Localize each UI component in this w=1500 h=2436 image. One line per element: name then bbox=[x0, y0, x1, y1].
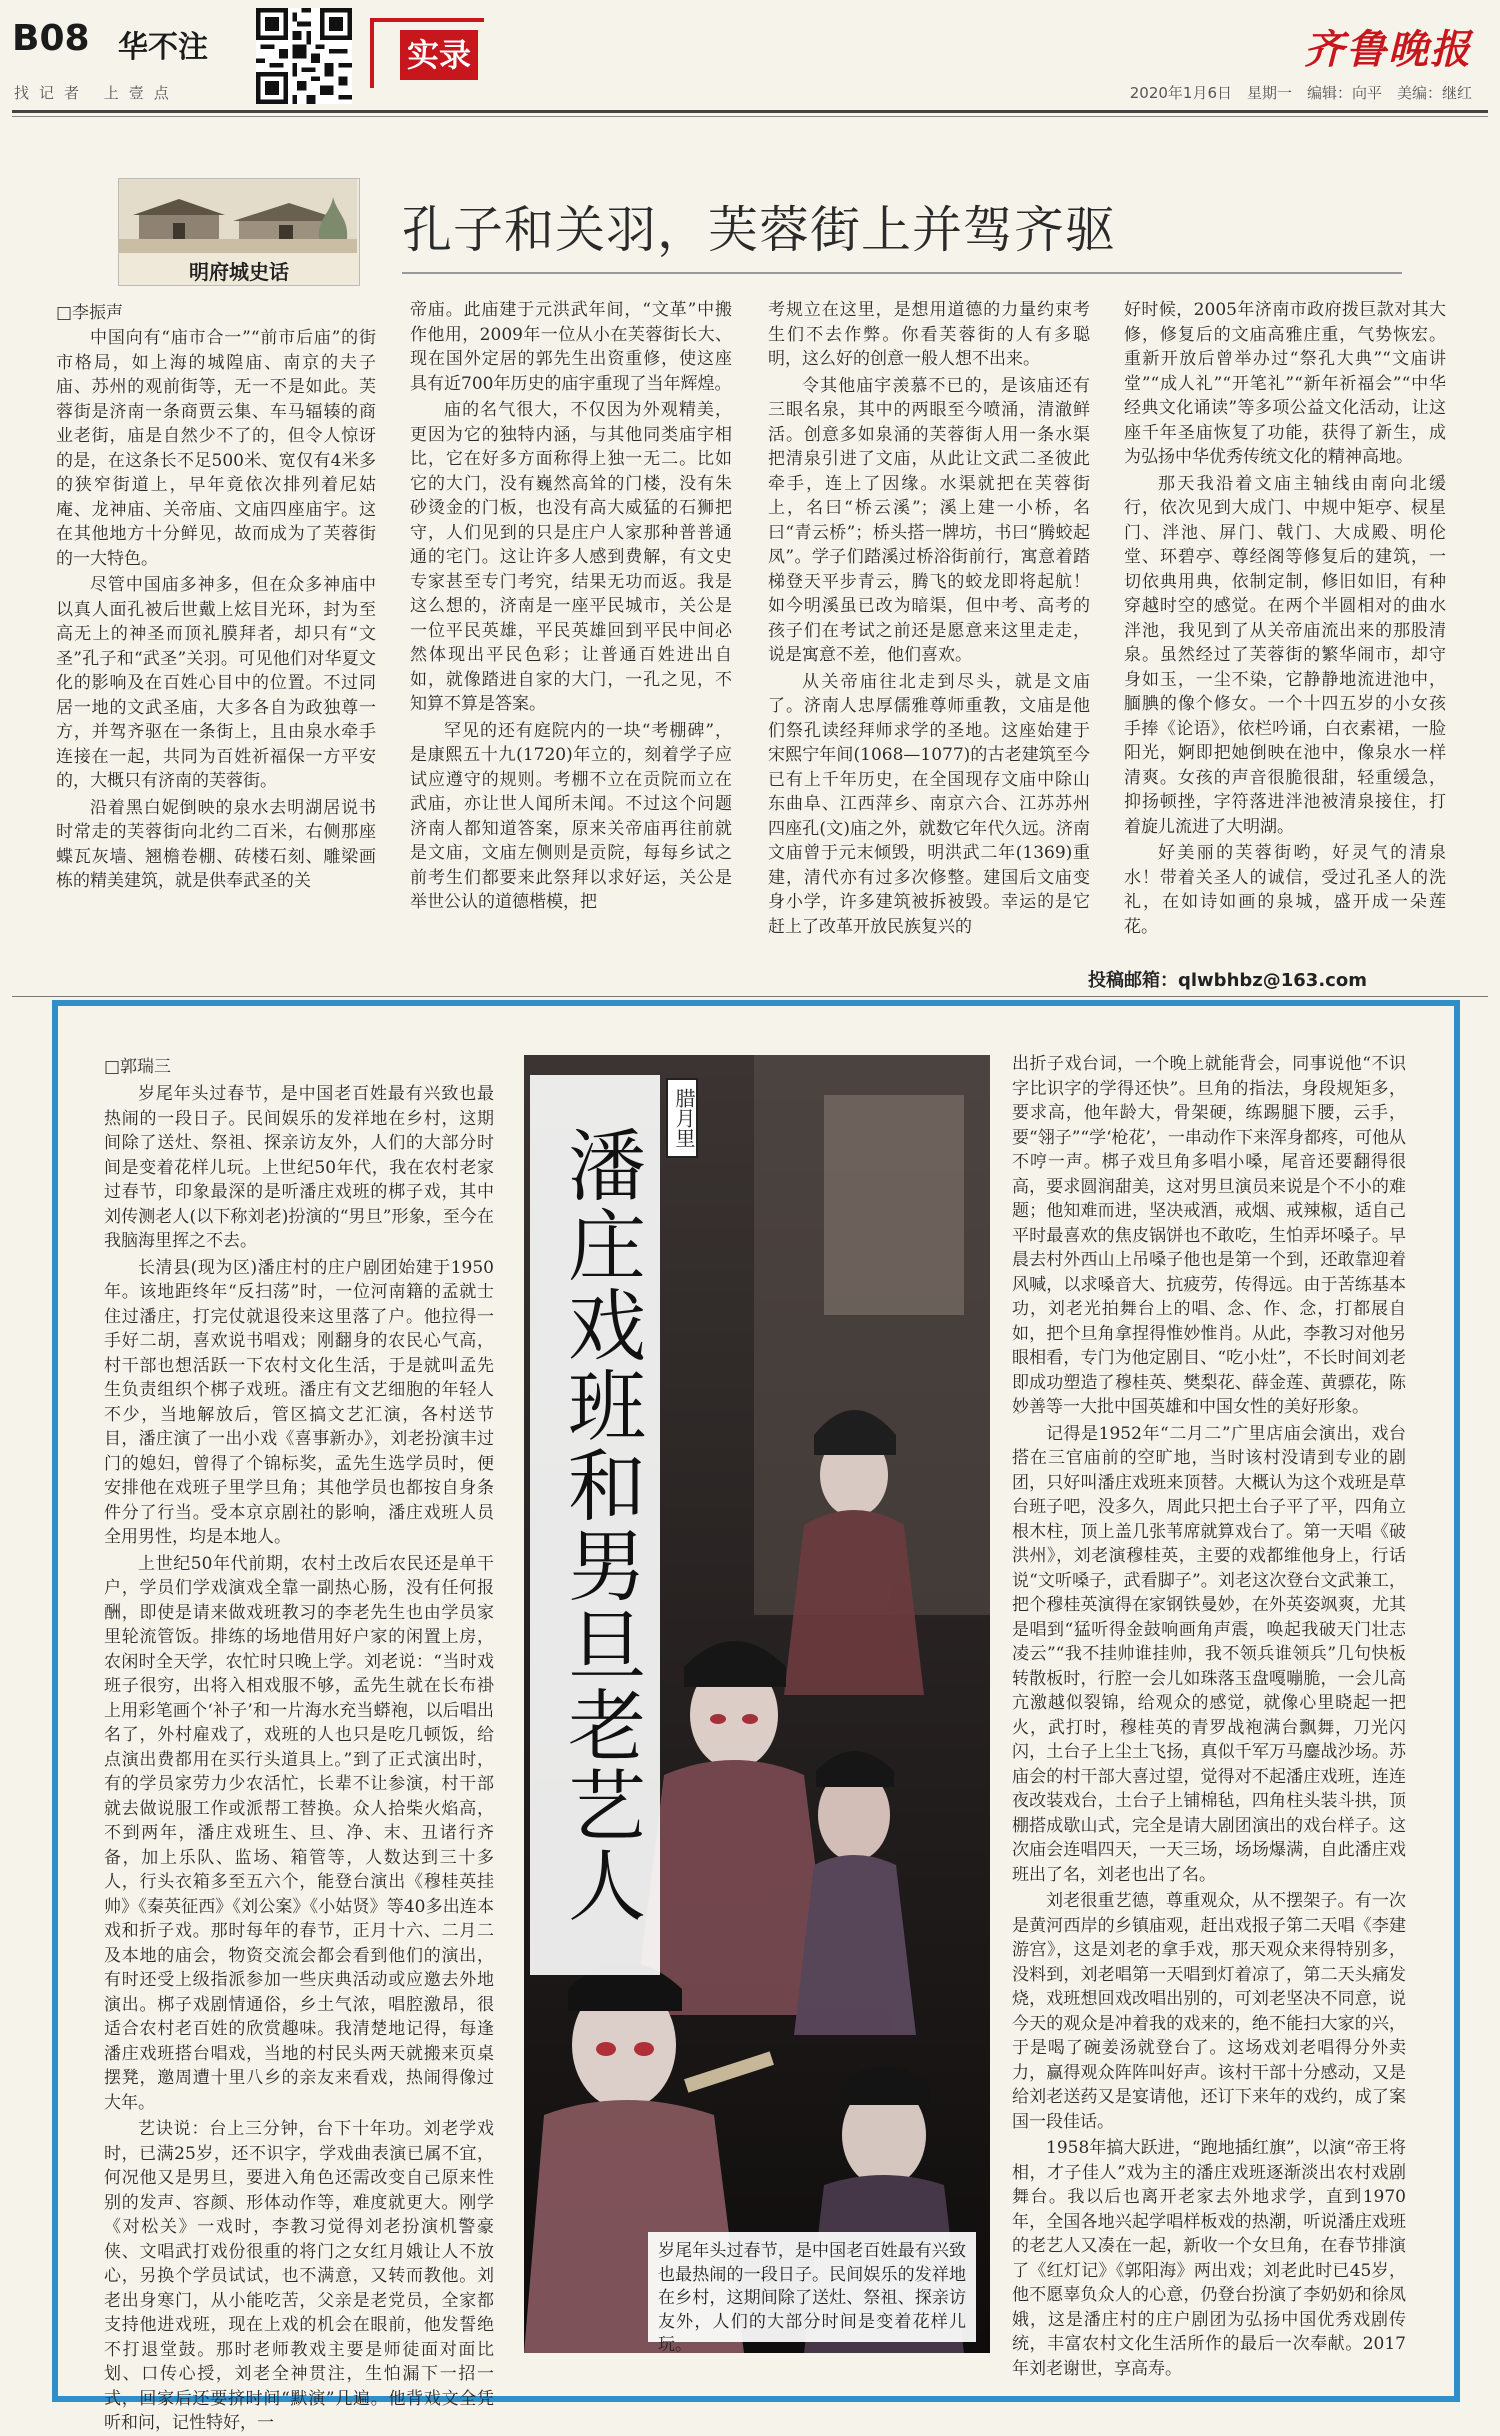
paragraph: 中国向有“庙市合一”“前市后庙”的街市格局，如上海的城隍庙、南京的夫子庙、苏州的观前街等，无一不是如此。芙蓉街是济南一条商贾云集、车马辐辏的商业老街，庙是自然少不了的，但令人惊讶的是，在这条长不足500米、宽仅有4米多的狭窄街道上，早年竟依次排列着尼姑庵、龙神庙、关帝庙、文庙四座庙宇。这在其他地方十分鲜见，故而成为了芙蓉街的一大特色。 bbox=[56, 328, 376, 569]
paragraph: 从关帝庙往北走到尽头，就是文庙了。济南人忠厚儒雅尊师重教，文庙是他们祭孔读经拜师求学的圣地。这座始建于宋熙宁年间(1068—1077)的古老建筑至今已有上千年历史，在全国现存文庙中除山东曲阜、江西萍乡、南京六合、江苏苏州四座孔(文)庙之外，就数它年代久远。济南文庙曾于元末倾毁，明洪武二年(1369)重建，清代亦有过多次修整。建国后文庙变身小学，许多建筑被拆被毁。幸运的是它赶上了改革开放民族复兴的 bbox=[768, 671, 1090, 937]
paragraph: 帝庙。此庙建于元洪武年间，“文革”中搬作他用，2009年一位从小在芙蓉街长大、现在国外定居的郭先生出资重修，使这座具有近700年历史的庙宇重现了当年辉煌。 bbox=[410, 300, 732, 394]
paragraph: 沿着黑白妮倒映的泉水去明湖居说书时常走的芙蓉街向北约二百米，右侧那座蝶瓦灰墙、翘檐卷棚、砖楼石刻、雕梁画栋的精美建筑，就是供奉武圣的关 bbox=[56, 797, 376, 891]
article1-author: □李振声 bbox=[56, 303, 124, 323]
masthead-rule bbox=[12, 110, 1488, 113]
section-name: 华不注 bbox=[118, 30, 208, 65]
article2-author: □郭瑞三 bbox=[104, 1057, 172, 1077]
article1-column-4 bbox=[1124, 298, 1446, 938]
paragraph: 刘老很重艺德，尊重观众，从不摆架子。有一次是黄河西岸的乡镇庙观，赶出戏报子第二天唱《李建游宫》，这是刘老的拿手戏，那天观众来得特别多，没料到，刘老唱第一天唱到灯着凉了，第二天头痛发烧，戏班想回戏改唱出别的，可刘老坚决不同意，说今天的观众是冲着我的戏来的，绝不能扫大家的兴，于是喝了碗姜汤就登台了。这场戏刘老唱得分外卖力，赢得观众阵阵叫好声。该村干部十分感动，又是给刘老送药又是宴请他，还订下来年的戏约，成了案国一段佳话。 bbox=[1012, 1891, 1406, 2132]
paragraph: 出折子戏台词，一个晚上就能背会，同事说他“不识字比识字的学得还快”。旦角的指法，身段规矩多，要求高，他年龄大，骨架硬，练踢腿下腰，云手，要“翎子”“学‘枪花’，一串动作下来浑身都疼，可他从不哼一声。梆子戏旦角多唱小嗓，尾音还要翻得很高，要求圆润甜美，这对男旦演员来说是个不小的难题；他知难而进，坚决戒酒，戒烟、戒辣椒，适自己平时最喜欢的焦皮锅饼也不敢吃，生怕弄坏嗓子。早晨去村外西山上吊嗓子他也是第一个到，还敢靠迎着风喊，以求嗓音大、抗疲劳，传得远。由于苦练基本功，刘老光拍舞台上的唱、念、作、念，打都展自如，把个旦角拿捏得惟妙惟肖。从此，李教习对他另眼相看，专门为他定剧目、“吃小灶”，不长时间刘老即成功塑造了穆桂英、樊梨花、薛金莲、黄骠花，陈妙善等一大批中国英雄和中国女性的美好形象。 bbox=[1012, 1054, 1406, 1417]
article2-column-1 bbox=[104, 1082, 494, 2433]
paragraph: 上世纪50年代前期，农村土改后农民还是单干户，学员们学戏演戏全靠一副热心肠，没有任何报酬，即使是请来做戏班教习的李老先生也由学员家里轮流管饭。排练的场地借用好户家的闲置上房，农闲时全天学，农忙时只晚上学。刘老说：“当时戏班子很穷，出将入相戏服不够，孟先生就在长布褂上用彩笔画个‘补子’和一片海水充当蟒袍，以后唱出名了，外村雇戏了，戏班的人也只是吃几顿饭，给点演出费都用在买行头道具上。”到了正式演出时，有的学员家劳力少农活忙，长辈不让参演，村干部就去做说服工作或派帮工替换。众人拾柴火焰高，不到两年，潘庄戏班生、旦、净、末、丑诸行齐备，加上乐队、监场、箱管等，人数达到三十多人，行头衣箱多至五六个，能登台演出《穆桂英挂帅》《秦英征西》《刘公案》《小姑贤》等40多出连本戏和折子戏。那时每年的春节，正月十六、二月二及本地的庙会，物资交流会都会看到他们的演出，有时还受上级指派参加一些庆典活动或应邀去外地演出。梆子戏剧情通俗，乡土气浓，唱腔激昂，很适合农村老百姓的欣赏趣味。我清楚地记得，每逢潘庄戏班搭台唱戏，当地的村民头两天就搬来页桌摆凳，邀周遭十里八乡的亲友来看戏，热闹得像过大年。 bbox=[104, 1553, 494, 2113]
paragraph: 罕见的还有庭院内的一块“考棚碑”，是康熙五十九(1720)年立的，刻着学子应试应遵守的规则。考棚不立在贡院而立在武庙，亦让世人闻所未闻。不过这个问题济南人都知道答案，原来关帝庙再往前就是文庙，文庙左侧则是贡院，每每乡试之前考生们都要来此祭拜以求好运，关公是举世公认的道德楷模，把 bbox=[410, 720, 732, 912]
paragraph: 艺诀说：台上三分钟，台下十年功。刘老学戏时，已满25岁，还不识字，学戏曲表演已属不宜，何况他又是男旦，要进入角色还需改变自己原来性别的发声、容颜、形体动作等，难度就更大。刚学《对松关》一戏时，李教习觉得刘老扮演机警豪侠、文唱武打戏份很重的将门之女红月娥让人不放心，另换个学员试试，也不满意，又转而教他。刘老出身寒门，从小能吃苦，父亲是老党员，全家都支持他进戏班，现在上戏的机会在眼前，他发誓绝不打退堂鼓。那时老师教戏主要是师徒面对面比划、口传心授，刘老全神贯注，生怕漏下一招一式，回家后还要挤时间“默演”几遍。他背戏文全凭听和问，记性特好，一 bbox=[104, 2119, 494, 2433]
paragraph: 记得是1952年“二月二”广里店庙会演出，戏台搭在三官庙前的空旷地，当时该村没请到专业的剧团，只好叫潘庄戏班来顶替。大概认为这个戏班是草台班子吧，没多久，周此只把土台子平了平，四角立根木柱，顶上盖几张苇席就算戏台了。第一天唱《破洪州》，刘老演穆桂英，主要的戏都维他身上，行话说“文听嗓子，武看脚子”。刘老这次登台文武兼工，把个穆桂英演得在家钢铁曼妙，在外英姿飒爽，尤其是唱到“猛听得金鼓响画角声震，唤起我破天门壮志凌云”“我不挂帅谁挂帅，我不领兵谁领兵”几句快板转散板时，行腔一会儿如珠落玉盘嘎嘣脆，一会儿高亢激越似裂锦，给观众的感觉，就像心里晓起一把火，武打时，穆桂英的青罗战袍满台飘舞，刀光闪闪，土台子上尘土飞扬，真似千军万马鏖战沙场。苏庙会的村干部大喜过望，觉得对不起潘庄戏班，连连夜改装戏台，土台子上铺棉毡，四角柱头装斗拱，顶棚搭成歇山式，完全是请大剧团演出的戏台样子。这次庙会连唱四天，一天三场，场场爆满，自此潘庄戏班出了名，刘老也出了名。 bbox=[1012, 1423, 1406, 1885]
article1-column-2 bbox=[410, 298, 732, 938]
paragraph: 长清县(现为区)潘庄村的庄户剧团始建于1950年。该地距终年“反扫荡”时，一位河南籍的孟就士住过潘庄，打完仗就退役来这里落了户。他拉得一手好二胡，喜欢说书唱戏；刚翻身的农民心气高，村干部也想活跃一下农村文化生活，于是就叫孟先生负责组织个梆子戏班。潘庄有文艺细胞的年轻人不少，当地解放后，管区搞文艺汇演，各村送节目，潘庄演了一出小戏《喜事新办》，刘老扮演丰过门的媳妇，曾得了个锦标奖，孟先生选学员时，便安排他在戏班子里学旦角；其他学员也都按自身条件分了行当。受本京京剧社的影响，潘庄戏班人员全用男性，均是本地人。 bbox=[104, 1257, 494, 1547]
paragraph: 岁尾年头过春节，是中国老百姓最有兴致也最热闹的一段日子。民间娱乐的发祥地在乡村，这期间除了送灶、祭祖、探亲访友外，人们的大部分时间是变着花样儿玩。上世纪50年代，我在农村老家过春节，印象最深的是听潘庄戏班的梆子戏，其中刘传测老人(以下称刘老)扮演的“男旦”形象，至今在我脑海里挥之不去。 bbox=[104, 1084, 494, 1251]
section-divider bbox=[12, 996, 1488, 997]
paragraph: 庙的名气很大，不仅因为外观精美，更因为它的独特内涵，与其他同类庙宇相比，它在好多方面称得上独一无二。比如它的大门，没有巍然高耸的门楼，没有朱砂烫金的门板，也没有高大威猛的石狮把守，人们见到的只是庄户人家那种普普通通的宅门。这让许多人感到费解，有文史专家甚至专门考究，结果无功而返。我是这么想的，济南是一座平民城市，关公是一位平民英雄，平民英雄回到平民中间必然体现出平民色彩；让普通百姓进出自如，就像踏进自家的大门，一孔之见，不知算不算是答案。 bbox=[410, 400, 732, 714]
paragraph: 1958年搞大跃进，“跑地插红旗”，以演“帝王将相，才子佳人”戏为主的潘庄戏班逐渐淡出农村戏剧舞台。我以后也离开老家去外地求学，直到1970年，全国各地兴起学唱样板戏的热潮，听说潘庄戏班的老艺人又凑在一起，新收一个女旦角，在春节排演了《红灯记》《郭阳海》两出戏；刘老此时已45岁，他不愿辜负众人的心意，仍登台扮演了李奶奶和徐凤娥，这是潘庄村的庄户剧团为弘扬中国优秀戏剧传统，丰富农村文化生活所作的最后一次奉献。2017年刘老谢世，享高寿。 bbox=[1012, 2138, 1406, 2379]
article1-column-1 bbox=[56, 326, 376, 936]
column-badge-label: 明府城史话 bbox=[189, 260, 289, 284]
old-city-illustration bbox=[119, 179, 357, 253]
article1-column-3 bbox=[768, 298, 1090, 938]
masthead-rule-thin bbox=[12, 116, 1488, 117]
paragraph: 尽管中国庙多神多，但在众多神庙中以真人面孔被后世戴上炫目光环，封为至高无上的神圣而顶礼膜拜者，却只有“文圣”孔子和“武圣”关羽。可见他们对华夏文化的影响及在百姓心目中的位置。不过同居一地的文武圣庙，大多各自为政独尊一方，并驾齐驱在一条街上，且由泉水牵手连接在一起，共同为百姓祈福保一方平安的，大概只有济南的芙蓉街。 bbox=[56, 575, 376, 791]
title-rule bbox=[402, 272, 1402, 274]
issue-info: 2020年1月6日 星期一 编辑：向平 美编：继红 bbox=[1129, 84, 1472, 102]
paragraph: 考规立在这里，是想用道德的力量约束考生们不去作弊。你看芙蓉街的人有多聪明，这么好的创意一般人想不出来。 bbox=[768, 300, 1090, 369]
qr-code[interactable] bbox=[256, 8, 352, 104]
article2-title: 潘庄戏班和男旦老艺人 bbox=[530, 1075, 660, 1975]
paragraph: 那天我沿着文庙主轴线由南向北缓行，依次见到大成门、中规中矩亭、棂星门、泮池、屏门、戟门、大成殿、明伦堂、环碧亭、尊经阁等修复后的建筑，一切依典用典，依制定制，修旧如旧，有种穿越时空的感觉。在两个半圆相对的曲水泮池，我见到了从关帝庙流出来的那股清泉。虽然经过了芙蓉街的繁华闹市，却守身如玉，一尘不染，它静静地流进池中，腼腆的像个修女。一个十四五岁的小女孩手捧《论语》，依栏吟诵，白衣素裙，一脸阳光，婀即把她倒映在池中，像泉水一样清爽。女孩的声音很脆很甜，轻重缓急，抑扬顿挫，字符落进泮池被清泉接住，打着旋儿流进了大明湖。 bbox=[1124, 473, 1446, 837]
article2-column-tag: 腊月里 bbox=[666, 1078, 698, 1158]
photo-caption: 岁尾年头过春节，是中国老百姓最有兴致也最热闹的一段日子。民间娱乐的发祥地在乡村，这期间除了送灶、祭祖、探亲访友外，人们的大部分时间是变着花样儿玩。 bbox=[648, 2232, 976, 2342]
channel-tag: 实录 bbox=[400, 30, 478, 80]
article2-column-2 bbox=[1012, 1052, 1406, 2379]
article1-title: 孔子和关羽，芙蓉街上并驾齐驱 bbox=[402, 201, 1116, 259]
masthead-motto: 找记者 上壹点 bbox=[14, 84, 179, 102]
paragraph: 好美丽的芙蓉街哟，好灵气的清泉水！带着关圣人的诚信，受过孔圣人的洗礼，在如诗如画的泉城，盛开成一朵莲花。 bbox=[1124, 843, 1446, 937]
paragraph: 好时候，2005年济南市政府拨巨款对其大修，修复后的文庙高雅庄重，气势恢宏。重新开放后曾举办过“祭孔大典”“文庙讲堂”“成人礼”“开笔礼”“新年祈福会”“中华经典文化诵读”等多项公益文化活动，让这座千年圣庙恢复了功能，获得了新生，成为弘扬中华优秀传统文化的精神高地。 bbox=[1124, 300, 1446, 467]
paragraph: 令其他庙宇羡慕不已的，是该庙还有三眼名泉，其中的两眼至今喷涌，清澈鲜活。创意多如泉涌的芙蓉街人用一条水渠把清泉引进了文庙，从此让文武二圣彼此牵手，连上了因缘。水渠就把在芙蓉街上，名曰“桥云溪”；溪上建一小桥，名曰“青云桥”；桥头搭一牌坊，书曰“腾蛟起凤”。学子们踏溪过桥浴街前行，寓意着踏梯登天平步青云，腾飞的蛟龙即将起航！如今明溪虽已改为暗渠，但中考、高考的孩子们在考试之前还是愿意来这里走走，说是寓意不差，他们喜欢。 bbox=[768, 375, 1090, 665]
newspaper-logo: 齐鲁晚报 bbox=[1304, 26, 1472, 73]
page-number: B08 bbox=[12, 18, 90, 59]
column-badge bbox=[118, 178, 360, 286]
contact-email[interactable]: 投稿邮箱：qlwbhbz@163.com bbox=[1088, 970, 1367, 991]
